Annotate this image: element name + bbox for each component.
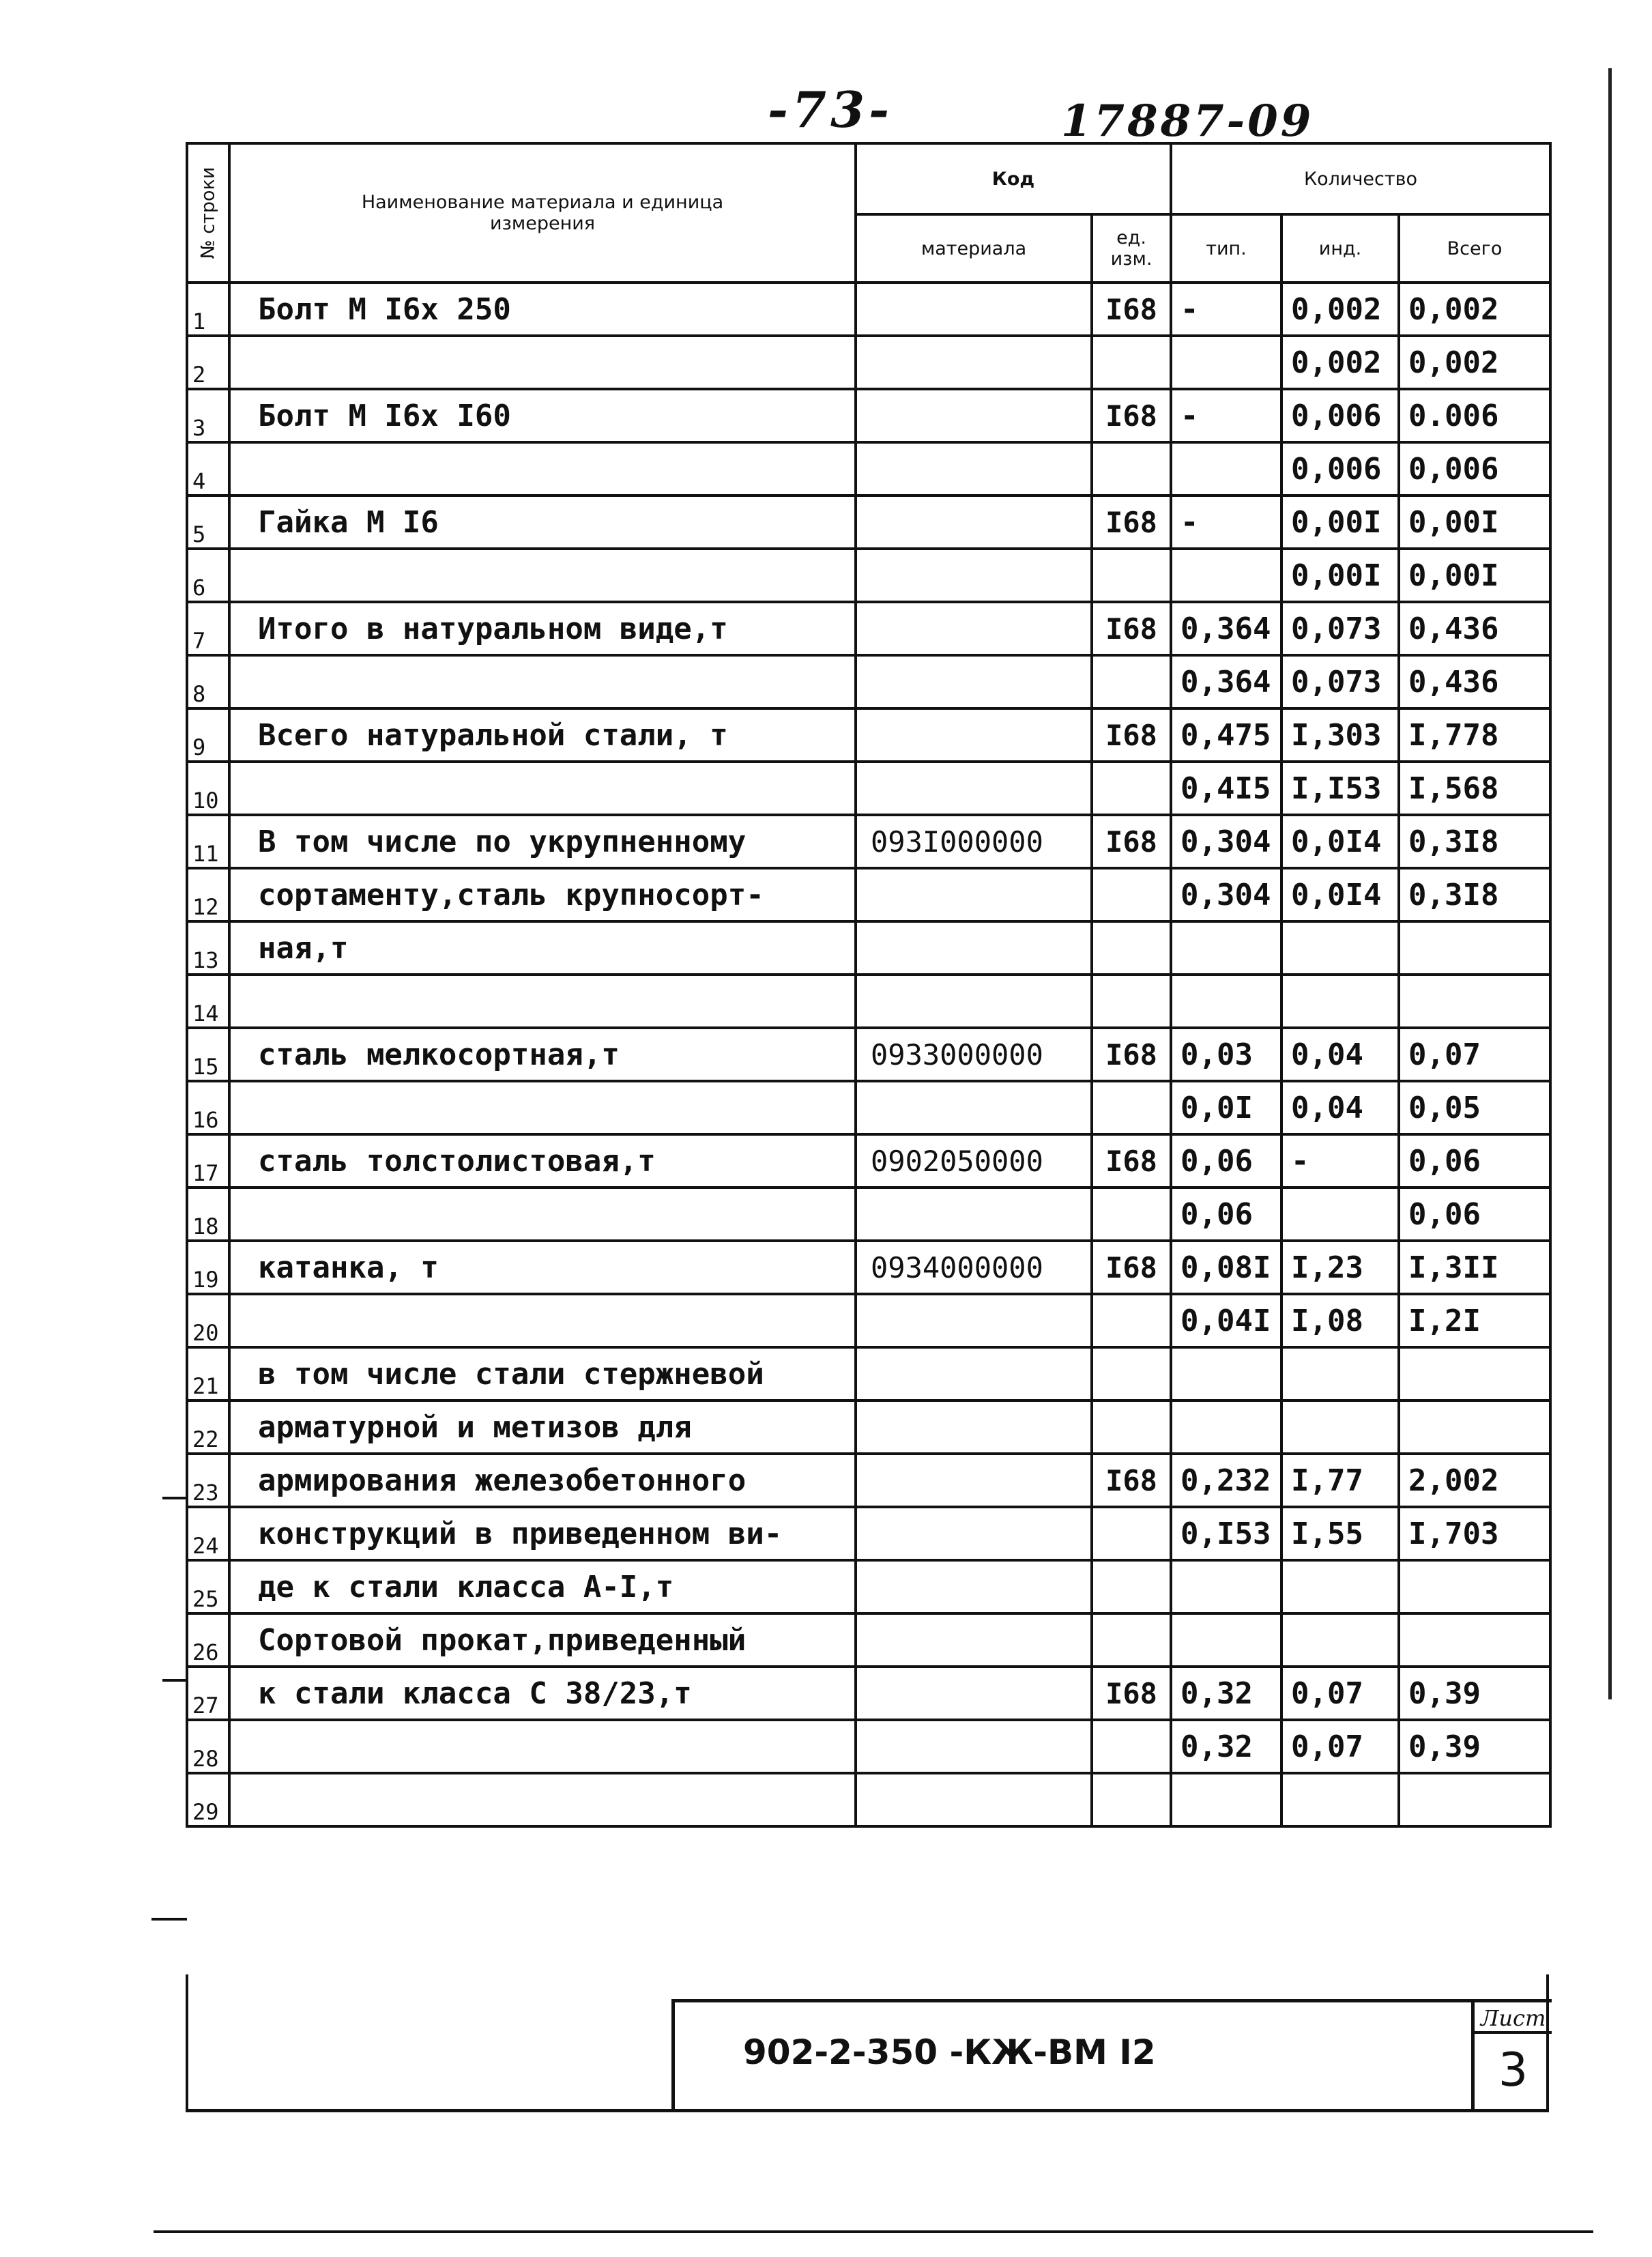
material-name — [229, 762, 856, 815]
qty-total — [1399, 975, 1550, 1028]
material-name: Всего натуральной стали, т — [229, 708, 856, 762]
row-number: 21 — [187, 1347, 229, 1400]
material-code: 0902050000 — [856, 1134, 1092, 1188]
margin-tick — [162, 1497, 187, 1499]
qty-individual — [1281, 1560, 1399, 1613]
row-number: 8 — [187, 655, 229, 708]
table-row — [187, 1720, 1550, 1773]
material-name — [229, 655, 856, 708]
qty-typical: 0,I53 — [1171, 1507, 1281, 1560]
table-row — [187, 1773, 1550, 1826]
table-row — [187, 1028, 1550, 1081]
qty-typical: - — [1171, 495, 1281, 549]
qty-individual: 0,073 — [1281, 655, 1399, 708]
qty-individual: 0,002 — [1281, 283, 1399, 336]
qty-total: I,3II — [1399, 1241, 1550, 1294]
sheet-label: Лист — [1475, 2005, 1552, 2034]
material-name: Болт М I6х 250 — [229, 283, 856, 336]
qty-typical — [1171, 1613, 1281, 1667]
material-name: Гайка М I6 — [229, 495, 856, 549]
row-number: 11 — [187, 815, 229, 868]
material-code — [856, 1613, 1092, 1667]
material-specification-table — [186, 142, 1552, 1828]
header-qty-individual: инд. — [1281, 214, 1399, 283]
material-name: конструкций в приведенном ви- — [229, 1507, 856, 1560]
table-row — [187, 1667, 1550, 1720]
row-number: 19 — [187, 1241, 229, 1294]
table-row — [187, 549, 1550, 602]
material-name — [229, 1081, 856, 1134]
unit-code — [1092, 1294, 1171, 1347]
qty-individual — [1281, 975, 1399, 1028]
table-row — [187, 708, 1550, 762]
qty-typical: 0,304 — [1171, 815, 1281, 868]
unit-code: I68 — [1092, 283, 1171, 336]
qty-typical: 0,32 — [1171, 1667, 1281, 1720]
material-name: Сортовой прокат,приведенный — [229, 1613, 856, 1667]
table-row — [187, 975, 1550, 1028]
qty-typical — [1171, 975, 1281, 1028]
material-code — [856, 1667, 1092, 1720]
material-code — [856, 762, 1092, 815]
material-code — [856, 1294, 1092, 1347]
qty-total: 0,39 — [1399, 1720, 1550, 1773]
unit-code: I68 — [1092, 1028, 1171, 1081]
unit-code: I68 — [1092, 1454, 1171, 1507]
row-number: 20 — [187, 1294, 229, 1347]
header-material-name: Наименование материала и единица измерения — [229, 143, 856, 283]
qty-total: I,2I — [1399, 1294, 1550, 1347]
qty-individual: 0,0I4 — [1281, 868, 1399, 921]
qty-total: I,703 — [1399, 1507, 1550, 1560]
unit-code — [1092, 1400, 1171, 1454]
material-name: В том числе по укрупненному — [229, 815, 856, 868]
qty-individual: I,I53 — [1281, 762, 1399, 815]
sheet-number: 3 — [1498, 2043, 1528, 2097]
qty-individual — [1281, 1400, 1399, 1454]
row-number: 24 — [187, 1507, 229, 1560]
qty-total: I,778 — [1399, 708, 1550, 762]
unit-code: I68 — [1092, 815, 1171, 868]
material-code — [856, 1400, 1092, 1454]
table-row — [187, 1241, 1550, 1294]
table-row — [187, 1560, 1550, 1613]
material-code — [856, 442, 1092, 495]
table-row — [187, 1347, 1550, 1400]
unit-code: I68 — [1092, 1241, 1171, 1294]
material-name: сталь толстолистовая,т — [229, 1134, 856, 1188]
qty-total: 0,436 — [1399, 602, 1550, 655]
qty-typical — [1171, 1400, 1281, 1454]
qty-total: 0,3I8 — [1399, 815, 1550, 868]
qty-total: 0,00I — [1399, 495, 1550, 549]
material-code — [856, 921, 1092, 975]
row-number: 6 — [187, 549, 229, 602]
header-row-number: № строки — [187, 143, 229, 283]
sheet-box — [1471, 2002, 1552, 2112]
header-qty-total: Всего — [1399, 214, 1550, 283]
table-row — [187, 815, 1550, 868]
material-name: к стали класса С 38/23,т — [229, 1667, 856, 1720]
qty-typical: 0,06 — [1171, 1188, 1281, 1241]
qty-total: 0,002 — [1399, 283, 1550, 336]
material-name: сортаменту,сталь крупносорт- — [229, 868, 856, 921]
qty-individual: I,55 — [1281, 1507, 1399, 1560]
unit-code — [1092, 975, 1171, 1028]
header-qty-typical: тип. — [1171, 214, 1281, 283]
qty-typical: 0,232 — [1171, 1454, 1281, 1507]
qty-individual: 0,073 — [1281, 602, 1399, 655]
table-row — [187, 868, 1550, 921]
material-name: катанка, т — [229, 1241, 856, 1294]
material-name: Болт М I6х I60 — [229, 389, 856, 442]
material-code — [856, 336, 1092, 389]
material-code — [856, 868, 1092, 921]
page-number: -73- — [768, 81, 893, 139]
row-number: 29 — [187, 1773, 229, 1826]
title-block — [186, 1974, 1549, 2112]
qty-total: 0,436 — [1399, 655, 1550, 708]
material-code — [856, 602, 1092, 655]
drawing-stamp — [671, 1999, 1552, 2112]
unit-code: I68 — [1092, 1667, 1171, 1720]
material-code — [856, 549, 1092, 602]
qty-typical — [1171, 1347, 1281, 1400]
qty-typical: 0,4I5 — [1171, 762, 1281, 815]
qty-typical: 0,06 — [1171, 1134, 1281, 1188]
header-code-material: материала — [856, 214, 1092, 283]
qty-individual: 0,07 — [1281, 1667, 1399, 1720]
qty-typical — [1171, 549, 1281, 602]
qty-individual — [1281, 1773, 1399, 1826]
qty-individual — [1281, 1347, 1399, 1400]
row-number: 7 — [187, 602, 229, 655]
material-code — [856, 655, 1092, 708]
unit-code — [1092, 1720, 1171, 1773]
unit-code: I68 — [1092, 389, 1171, 442]
table-row — [187, 1507, 1550, 1560]
row-number: 10 — [187, 762, 229, 815]
row-number: 22 — [187, 1400, 229, 1454]
qty-typical: 0,08I — [1171, 1241, 1281, 1294]
table-row — [187, 655, 1550, 708]
material-name: арматурной и метизов для — [229, 1400, 856, 1454]
material-code — [856, 1188, 1092, 1241]
row-number: 1 — [187, 283, 229, 336]
row-number: 15 — [187, 1028, 229, 1081]
unit-code: I68 — [1092, 495, 1171, 549]
unit-code — [1092, 1507, 1171, 1560]
table-row — [187, 762, 1550, 815]
qty-individual: 0,00I — [1281, 549, 1399, 602]
row-number: 25 — [187, 1560, 229, 1613]
qty-total — [1399, 1400, 1550, 1454]
qty-individual: I,77 — [1281, 1454, 1399, 1507]
material-code — [856, 1507, 1092, 1560]
row-number: 23 — [187, 1454, 229, 1507]
qty-individual: I,23 — [1281, 1241, 1399, 1294]
unit-code — [1092, 762, 1171, 815]
qty-typical: 0,0I — [1171, 1081, 1281, 1134]
qty-individual: I,08 — [1281, 1294, 1399, 1347]
unit-code — [1092, 336, 1171, 389]
qty-total: 0,002 — [1399, 336, 1550, 389]
qty-total: 0,3I8 — [1399, 868, 1550, 921]
qty-individual: 0,002 — [1281, 336, 1399, 389]
material-name — [229, 975, 856, 1028]
unit-code — [1092, 1773, 1171, 1826]
qty-typical: 0,364 — [1171, 655, 1281, 708]
margin-tick — [151, 1918, 187, 1921]
material-name: сталь мелкосортная,т — [229, 1028, 856, 1081]
material-name — [229, 1773, 856, 1826]
qty-total: 0,05 — [1399, 1081, 1550, 1134]
qty-individual: 0,0I4 — [1281, 815, 1399, 868]
material-code: 093I000000 — [856, 815, 1092, 868]
qty-individual: 0,04 — [1281, 1028, 1399, 1081]
qty-total: 2,002 — [1399, 1454, 1550, 1507]
qty-total — [1399, 1560, 1550, 1613]
material-name: ная,т — [229, 921, 856, 975]
qty-total: 0,00I — [1399, 549, 1550, 602]
material-code: 0934000000 — [856, 1241, 1092, 1294]
qty-individual: 0,006 — [1281, 442, 1399, 495]
unit-code: I68 — [1092, 1134, 1171, 1188]
row-number: 2 — [187, 336, 229, 389]
qty-individual: 0,07 — [1281, 1720, 1399, 1773]
material-code — [856, 1560, 1092, 1613]
qty-individual: 0,04 — [1281, 1081, 1399, 1134]
table-row — [187, 921, 1550, 975]
material-name — [229, 442, 856, 495]
material-code — [856, 1081, 1092, 1134]
unit-code — [1092, 1613, 1171, 1667]
table-row — [187, 283, 1550, 336]
row-number: 14 — [187, 975, 229, 1028]
material-code — [856, 975, 1092, 1028]
unit-code — [1092, 921, 1171, 975]
material-name: де к стали класса А-I,т — [229, 1560, 856, 1613]
qty-typical — [1171, 442, 1281, 495]
material-name — [229, 549, 856, 602]
qty-total: 0,39 — [1399, 1667, 1550, 1720]
row-number: 16 — [187, 1081, 229, 1134]
material-name: армирования железобетонного — [229, 1454, 856, 1507]
table-row — [187, 1294, 1550, 1347]
row-number: 3 — [187, 389, 229, 442]
row-number: 28 — [187, 1720, 229, 1773]
bottom-rule — [154, 2230, 1593, 2233]
unit-code — [1092, 1081, 1171, 1134]
material-name — [229, 336, 856, 389]
material-code — [856, 1720, 1092, 1773]
table-row — [187, 1081, 1550, 1134]
table-row — [187, 495, 1550, 549]
row-number: 13 — [187, 921, 229, 975]
unit-code — [1092, 868, 1171, 921]
qty-total: 0,06 — [1399, 1188, 1550, 1241]
material-code: 0933000000 — [856, 1028, 1092, 1081]
material-name: в том числе стали стержневой — [229, 1347, 856, 1400]
row-number: 26 — [187, 1613, 229, 1667]
qty-individual — [1281, 1188, 1399, 1241]
qty-individual — [1281, 1613, 1399, 1667]
qty-typical — [1171, 1560, 1281, 1613]
table-row — [187, 1454, 1550, 1507]
table-row — [187, 442, 1550, 495]
qty-total — [1399, 1613, 1550, 1667]
row-number: 27 — [187, 1667, 229, 1720]
qty-total — [1399, 1347, 1550, 1400]
qty-total: I,568 — [1399, 762, 1550, 815]
row-number: 4 — [187, 442, 229, 495]
qty-typical: - — [1171, 389, 1281, 442]
qty-individual: 0,006 — [1281, 389, 1399, 442]
unit-code: I68 — [1092, 602, 1171, 655]
header-code: Код — [856, 143, 1171, 214]
table-row — [187, 1400, 1550, 1454]
qty-typical: 0,475 — [1171, 708, 1281, 762]
qty-individual: - — [1281, 1134, 1399, 1188]
material-name — [229, 1294, 856, 1347]
qty-typical — [1171, 336, 1281, 389]
table-row — [187, 336, 1550, 389]
table-row — [187, 602, 1550, 655]
row-number: 17 — [187, 1134, 229, 1188]
drawing-designation: 902-2-350 -КЖ-ВМ I2 — [743, 2032, 1156, 2072]
unit-code — [1092, 549, 1171, 602]
row-number: 12 — [187, 868, 229, 921]
material-code — [856, 495, 1092, 549]
material-code — [856, 389, 1092, 442]
row-number: 18 — [187, 1188, 229, 1241]
material-name: Итого в натуральном виде,т — [229, 602, 856, 655]
qty-typical: 0,32 — [1171, 1720, 1281, 1773]
row-number: 5 — [187, 495, 229, 549]
qty-total: 0,06 — [1399, 1134, 1550, 1188]
unit-code — [1092, 1347, 1171, 1400]
header-quantity: Количество — [1171, 143, 1550, 214]
material-code — [856, 1347, 1092, 1400]
qty-total: 0.006 — [1399, 389, 1550, 442]
qty-total — [1399, 1773, 1550, 1826]
document-number: 17887-09 — [1061, 96, 1314, 147]
qty-typical: 0,364 — [1171, 602, 1281, 655]
material-code — [856, 283, 1092, 336]
qty-total: 0,006 — [1399, 442, 1550, 495]
unit-code: I68 — [1092, 708, 1171, 762]
qty-typical: 0,03 — [1171, 1028, 1281, 1081]
unit-code — [1092, 1188, 1171, 1241]
qty-typical: 0,304 — [1171, 868, 1281, 921]
material-name — [229, 1720, 856, 1773]
qty-typical — [1171, 921, 1281, 975]
qty-individual — [1281, 921, 1399, 975]
row-number: 9 — [187, 708, 229, 762]
table-row — [187, 1613, 1550, 1667]
qty-individual: 0,00I — [1281, 495, 1399, 549]
qty-total — [1399, 921, 1550, 975]
unit-code — [1092, 1560, 1171, 1613]
unit-code — [1092, 442, 1171, 495]
qty-individual: I,303 — [1281, 708, 1399, 762]
unit-code — [1092, 655, 1171, 708]
table-row — [187, 1188, 1550, 1241]
material-code — [856, 1454, 1092, 1507]
qty-total: 0,07 — [1399, 1028, 1550, 1081]
material-name — [229, 1188, 856, 1241]
margin-tick — [162, 1679, 187, 1682]
qty-typical — [1171, 1773, 1281, 1826]
qty-typical: - — [1171, 283, 1281, 336]
table-row — [187, 389, 1550, 442]
table-row — [187, 1134, 1550, 1188]
qty-typical: 0,04I — [1171, 1294, 1281, 1347]
material-code — [856, 708, 1092, 762]
header-code-unit: ед. изм. — [1092, 214, 1171, 283]
right-margin-line — [1608, 68, 1612, 1699]
material-code — [856, 1773, 1092, 1826]
